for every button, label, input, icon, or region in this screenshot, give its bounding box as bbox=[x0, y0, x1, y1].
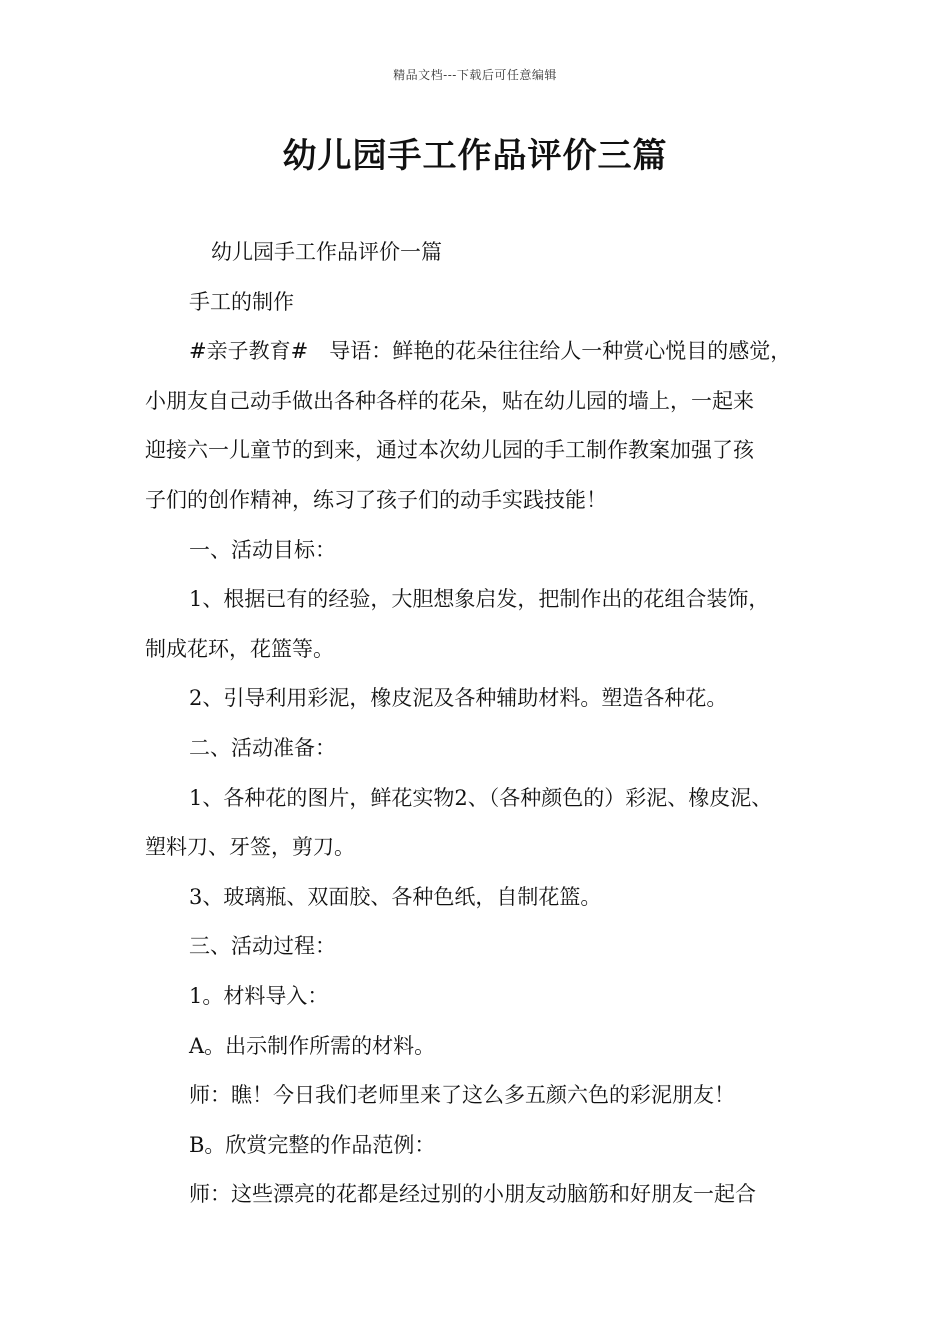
paragraph-line: 2、引导利用彩泥，橡皮泥及各种辅助材料。塑造各种花。 bbox=[189, 686, 728, 711]
paragraph-line: 迎接六一儿童节的到来，通过本次幼儿园的手工制作教案加强了孩 bbox=[145, 438, 754, 463]
paragraph-line: 手工的制作 bbox=[189, 289, 294, 314]
document-title: 幼儿园手工作品评价三篇 bbox=[282, 136, 668, 176]
paragraph-line: 制成花环，花篮等。 bbox=[145, 636, 334, 661]
paragraph-line: 3、玻璃瓶、双面胶、各种色纸，自制花篮。 bbox=[189, 884, 602, 909]
paragraph-line: 三、活动过程： bbox=[189, 934, 336, 959]
header-note: 精品文档---下载后可任意编辑 bbox=[393, 68, 557, 82]
paragraph-line: 师：这些漂亮的花都是经过别的小朋友动脑筋和好朋友一起合 bbox=[189, 1182, 756, 1207]
paragraph-line: 1。材料导入： bbox=[189, 983, 329, 1008]
paragraph-line: 师：瞧！今日我们老师里来了这么多五颜六色的彩泥朋友！ bbox=[189, 1083, 735, 1108]
paragraph-line: 小朋友自己动手做出各种各样的花朵，贴在幼儿园的墙上，一起来 bbox=[145, 388, 754, 413]
paragraph-line: 一、活动目标： bbox=[189, 537, 336, 562]
paragraph-line: 二、活动准备： bbox=[189, 735, 336, 760]
paragraph-line: A。出示制作所需的材料。 bbox=[189, 1033, 436, 1058]
paragraph-line: 子们的创作精神，练习了孩子们的动手实践技能！ bbox=[145, 487, 607, 512]
document-body bbox=[145, 228, 825, 1220]
paragraph-line: #亲子教育# 导语：鲜艳的花朵往往给人一种赏心悦目的感觉， bbox=[189, 339, 792, 364]
paragraph-line: 塑料刀、牙签，剪刀。 bbox=[145, 835, 355, 860]
paragraph-line: 1、各种花的图片，鲜花实物2、（各种颜色的）彩泥、橡皮泥、 bbox=[189, 785, 773, 810]
section-heading: 幼儿园手工作品评价一篇 bbox=[211, 240, 442, 264]
paragraph-line: B。欣赏完整的作品范例： bbox=[189, 1132, 436, 1157]
paragraph-line: 1、根据已有的经验，大胆想象启发，把制作出的花组合装饰， bbox=[189, 587, 770, 612]
